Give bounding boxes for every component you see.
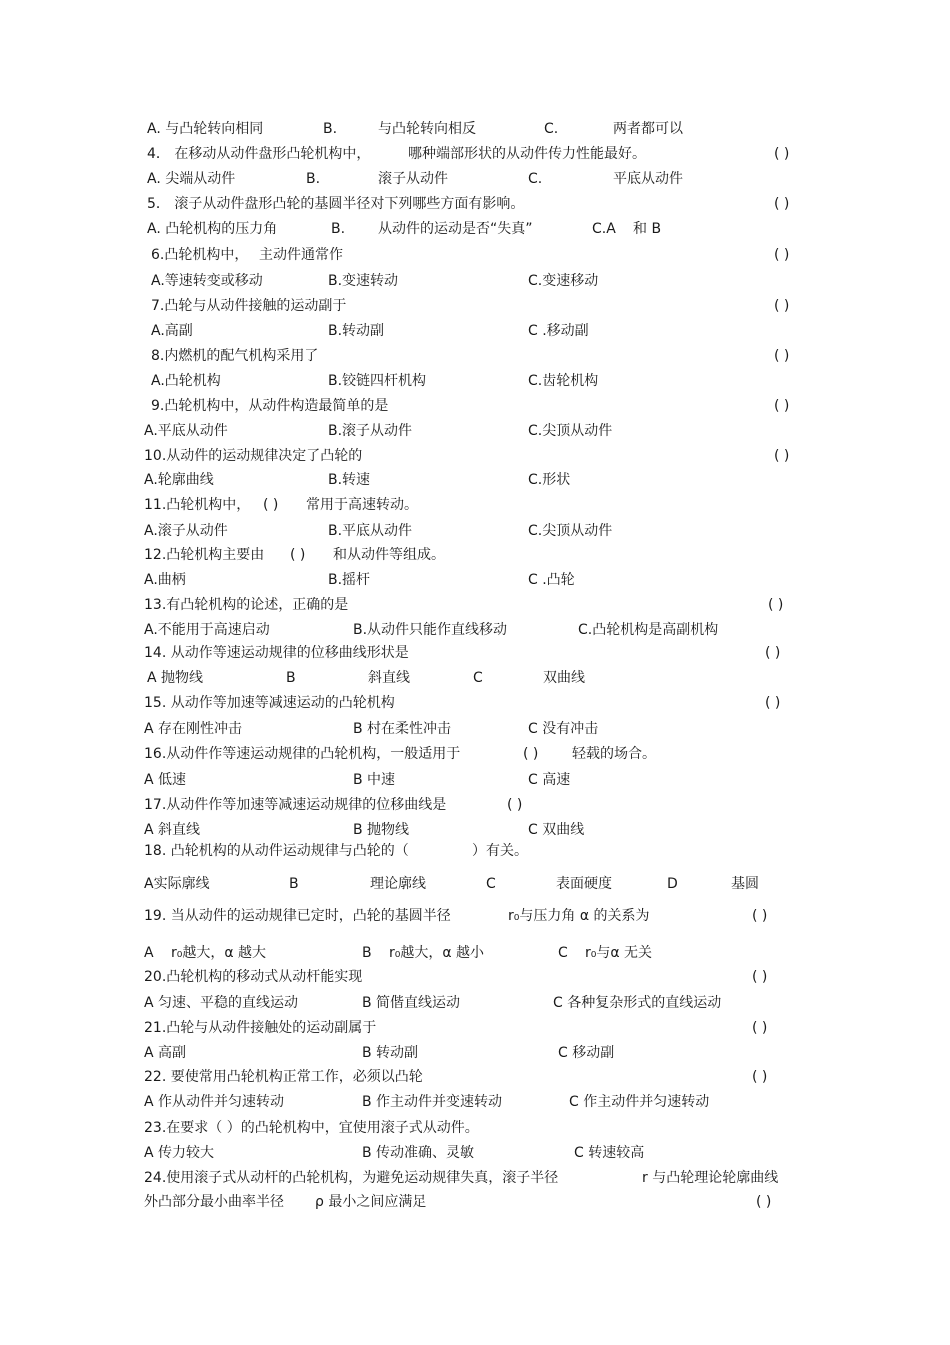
question-text: 12.凸轮机构主要由 <box>144 547 265 563</box>
option-text: A 低速 <box>144 772 187 788</box>
option-text: B.滚子从动件 <box>328 423 413 439</box>
option-text: A.不能用于高速启动 <box>144 622 270 638</box>
question-text: ）有关。 <box>472 843 528 859</box>
question-text: 15. 从动作等加速等减速运动的凸轮机构 <box>144 695 395 711</box>
option-text: A.滚子从动件 <box>144 523 228 539</box>
question-text: 24.使用滚子式从动杆的凸轮机构，为避免运动规律失真，滚子半径 <box>144 1170 559 1186</box>
option-text: B 作主动件并变速转动 <box>362 1094 503 1110</box>
answer-blank: ( ) <box>774 348 790 364</box>
question-text: 外凸部分最小曲率半径 <box>144 1194 284 1210</box>
question-text: ρ 最小之间应满足 <box>315 1194 427 1210</box>
option-text: 斜直线 <box>368 670 410 686</box>
option-text: C .移动副 <box>528 323 589 339</box>
option-letter: C <box>486 876 496 892</box>
option-text: 平底从动件 <box>613 171 683 187</box>
option-text: B.从动件只能作直线移动 <box>353 622 508 638</box>
answer-blank: ( ) <box>774 448 790 464</box>
question-text: 23.在要求（ ）的凸轮机构中，宜使用滚子式从动件。 <box>144 1120 479 1136</box>
question-text: 主动件通常作 <box>259 247 343 263</box>
option-text: A. 尖端从动件 <box>147 171 236 187</box>
option-text: C.凸轮机构是高副机构 <box>578 622 719 638</box>
question-text: 22. 要使常用凸轮机构正常工作，必须以凸轮 <box>144 1069 423 1085</box>
answer-blank: ( ) <box>756 1194 772 1210</box>
answer-blank: ( ) <box>523 746 539 762</box>
option-letter: B <box>362 945 372 961</box>
option-letter: A <box>144 945 154 961</box>
answer-blank: ( ) <box>752 1069 768 1085</box>
option-text: 和 B <box>633 221 662 237</box>
question-text: 19. 当从动件的运动规律已定时，凸轮的基圆半径 <box>144 908 451 924</box>
answer-blank: ( ) <box>765 645 781 661</box>
option-text: C.尖顶从动件 <box>528 423 613 439</box>
option-text: C 转速较高 <box>574 1145 645 1161</box>
question-text: 哪种端部形状的从动件传力性能最好。 <box>408 146 646 162</box>
option-text: A 匀速、平稳的直线运动 <box>144 995 299 1011</box>
question-text: 常用于高速转动。 <box>306 497 418 513</box>
answer-blank: ( ) <box>774 398 790 414</box>
question-text: 16.从动件作等速运动规律的凸轮机构，一般适用于 <box>144 746 461 762</box>
option-text: r₀越大，α 越小 <box>389 945 485 961</box>
option-letter: B <box>286 670 296 686</box>
option-text: C .凸轮 <box>528 572 575 588</box>
answer-blank: ( ) <box>263 497 279 513</box>
option-text: C.尖顶从动件 <box>528 523 613 539</box>
option-text: r₀与α 无关 <box>585 945 653 961</box>
question-text: 轻载的场合。 <box>572 746 656 762</box>
option-text: B.转动副 <box>328 323 385 339</box>
option-text: A 传力较大 <box>144 1145 215 1161</box>
option-text: C.变速移动 <box>528 273 599 289</box>
option-text: 从动件的运动是否“失真” <box>378 221 533 237</box>
option-text: A.高副 <box>151 323 193 339</box>
question-text: 20.凸轮机构的移动式从动杆能实现 <box>144 969 363 985</box>
option-text: A.轮廓曲线 <box>144 472 214 488</box>
option-letter: C <box>558 945 568 961</box>
option-text: C 各种复杂形式的直线运动 <box>553 995 722 1011</box>
question-text: r 与凸轮理论轮廓曲线 <box>642 1170 779 1186</box>
question-text: 13.有凸轮机构的论述，正确的是 <box>144 597 349 613</box>
option-text: A 高副 <box>144 1045 187 1061</box>
option-text: A. 与凸轮转向相同 <box>147 121 264 137</box>
option-text: A.凸轮机构 <box>151 373 221 389</box>
option-text: B.平底从动件 <box>328 523 413 539</box>
question-text: 14. 从动作等速运动规律的位移曲线形状是 <box>144 645 409 661</box>
question-text: 7.凸轮与从动件接触的运动副于 <box>151 298 347 314</box>
answer-blank: ( ) <box>774 247 790 263</box>
option-text: C 移动副 <box>558 1045 615 1061</box>
option-letter: B. <box>323 121 338 137</box>
option-letter: B. <box>306 171 321 187</box>
option-text: A.曲柄 <box>144 572 186 588</box>
option-text: A 存在刚性冲击 <box>144 721 243 737</box>
option-text: C.形状 <box>528 472 571 488</box>
question-text: 5． 滚子从动件盘形凸轮的基圆半径对下列哪些方面有影响。 <box>147 196 525 212</box>
option-text: B 简偕直线运动 <box>362 995 461 1011</box>
option-text: B 村在柔性冲击 <box>353 721 452 737</box>
answer-blank: ( ) <box>765 695 781 711</box>
option-text: B.变速转动 <box>328 273 399 289</box>
option-letter: C.A <box>592 221 616 237</box>
option-text: A. 凸轮机构的压力角 <box>147 221 278 237</box>
option-text: B.摇杆 <box>328 572 371 588</box>
answer-blank: ( ) <box>774 298 790 314</box>
option-text: C 没有冲击 <box>528 721 599 737</box>
option-text: B.转速 <box>328 472 371 488</box>
answer-blank: ( ) <box>752 1020 768 1036</box>
answer-blank: ( ) <box>768 597 784 613</box>
option-text: r₀越大，α 越大 <box>171 945 267 961</box>
question-text: r₀与压力角 α 的关系为 <box>508 908 650 924</box>
option-text: 表面硬度 <box>556 876 612 892</box>
option-text: C 作主动件并匀速转动 <box>569 1094 710 1110</box>
option-letter: C <box>473 670 483 686</box>
answer-blank: ( ) <box>774 196 790 212</box>
answer-blank: ( ) <box>290 547 306 563</box>
option-text: A 抛物线 <box>147 670 204 686</box>
question-text: 11.凸轮机构中， <box>144 497 251 513</box>
option-text: 双曲线 <box>543 670 585 686</box>
option-letter: D <box>667 876 678 892</box>
option-text: 两者都可以 <box>613 121 683 137</box>
question-text: 18. 凸轮机构的从动件运动规律与凸轮的（ <box>144 843 409 859</box>
option-text: 与凸轮转向相反 <box>378 121 476 137</box>
option-text: A.平底从动件 <box>144 423 228 439</box>
option-text: C 高速 <box>528 772 571 788</box>
option-text: A 作从动件并匀速转动 <box>144 1094 285 1110</box>
option-letter: B. <box>331 221 346 237</box>
option-text: C.齿轮机构 <box>528 373 599 389</box>
option-text: A实际廓线 <box>144 876 210 892</box>
option-text: B 转动副 <box>362 1045 419 1061</box>
option-text: A 斜直线 <box>144 822 201 838</box>
option-text: 基圆 <box>731 876 759 892</box>
option-text: B 抛物线 <box>353 822 410 838</box>
option-text: B 中速 <box>353 772 396 788</box>
question-text: 4． 在移动从动件盘形凸轮机构中， <box>147 146 371 162</box>
option-text: 滚子从动件 <box>378 171 448 187</box>
option-text: C 双曲线 <box>528 822 585 838</box>
option-text: B.铰链四杆机构 <box>328 373 427 389</box>
option-text: B 传动准确、灵敏 <box>362 1145 475 1161</box>
question-text: 17.从动件作等加速等减速运动规律的位移曲线是 <box>144 797 447 813</box>
answer-blank: ( ) <box>774 146 790 162</box>
question-text: 和从动件等组成。 <box>333 547 445 563</box>
answer-blank: ( ) <box>507 797 523 813</box>
option-text: 理论廓线 <box>370 876 426 892</box>
question-text: 9.凸轮机构中，从动件构造最简单的是 <box>151 398 389 414</box>
option-letter: B <box>289 876 299 892</box>
question-text: 6.凸轮机构中， <box>151 247 249 263</box>
option-letter: C. <box>544 121 559 137</box>
answer-blank: ( ) <box>752 969 768 985</box>
question-text: 10.从动件的运动规律决定了凸轮的 <box>144 448 363 464</box>
question-text: 21.凸轮与从动件接触处的运动副属于 <box>144 1020 377 1036</box>
question-text: 8.内燃机的配气机构采用了 <box>151 348 319 364</box>
answer-blank: ( ) <box>752 908 768 924</box>
option-text: A.等速转变或移动 <box>151 273 263 289</box>
option-letter: C. <box>528 171 543 187</box>
